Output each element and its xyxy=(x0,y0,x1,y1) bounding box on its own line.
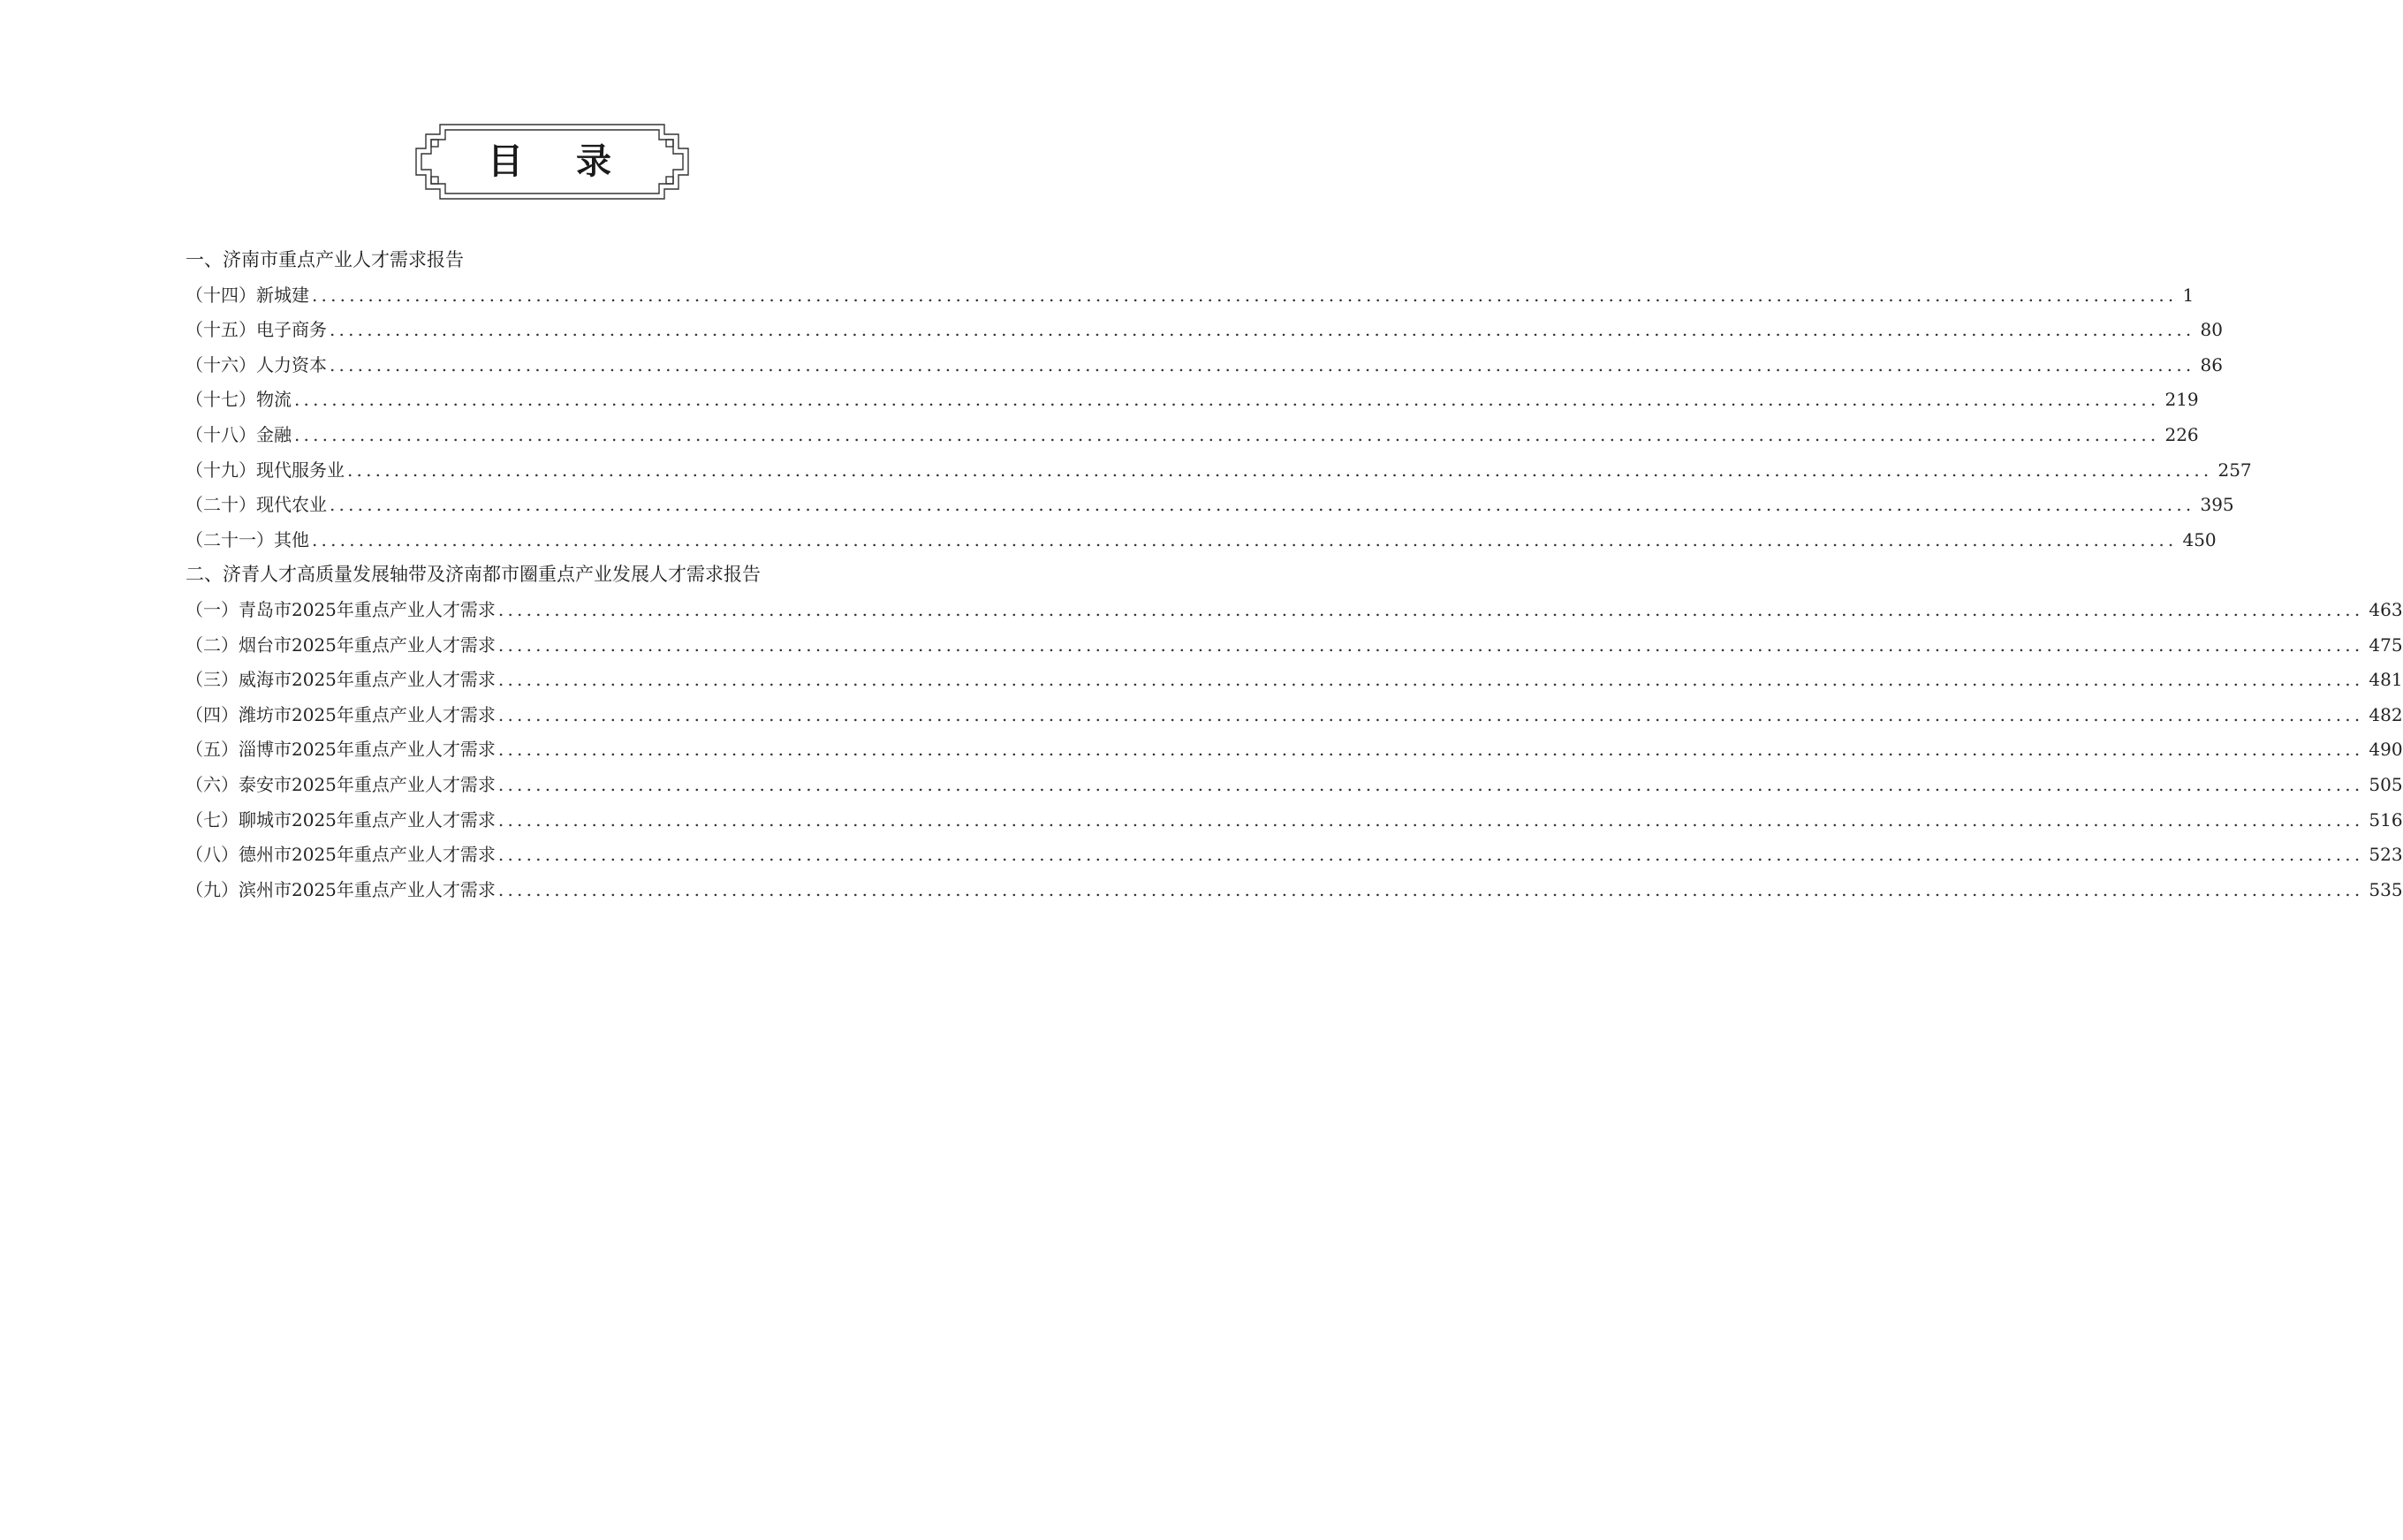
toc-entry[interactable] xyxy=(186,663,2403,698)
toc-entry-page-number: 516 xyxy=(2369,808,2403,831)
table-of-contents xyxy=(186,243,2403,907)
toc-entry-label: （二）烟台市2025年重点产业人才需求 xyxy=(186,633,496,656)
toc-entry[interactable] xyxy=(186,698,2403,733)
toc-entry[interactable] xyxy=(186,732,2403,768)
toc-entry-page-number: 1 xyxy=(2182,284,2195,306)
toc-entry-page-number: 395 xyxy=(2200,494,2234,516)
toc-entry-label: （九）滨州市2025年重点产业人才需求 xyxy=(186,878,496,900)
toc-entry-label: （三）威海市2025年重点产业人才需求 xyxy=(186,669,496,691)
toc-entry-label: （七）聊城市2025年重点产业人才需求 xyxy=(186,808,496,831)
toc-section-heading: 二、济青人才高质量发展轴带及济南都市圈重点产业发展人才需求报告 xyxy=(186,564,761,586)
toc-entry-label: （十四）新城建 xyxy=(186,284,309,306)
toc-entry[interactable] xyxy=(186,383,2199,418)
toc-entry-label: （十七）物流 xyxy=(186,389,292,411)
toc-entry[interactable] xyxy=(186,873,2403,908)
toc-entry-page-number: 219 xyxy=(2164,389,2199,411)
dot-leader: ........................................................................................................................................................................................................ xyxy=(497,703,2364,725)
toc-entry-page-number: 505 xyxy=(2369,773,2403,795)
toc-entry[interactable] xyxy=(186,803,2403,838)
dot-leader: ........................................................................................................................................................................................................ xyxy=(330,494,2195,516)
dot-leader: ........................................................................................................................................................................................................ xyxy=(497,808,2364,831)
toc-entry[interactable] xyxy=(186,418,2199,453)
toc-entry-label: （二十一）其他 xyxy=(186,528,309,550)
toc-entry[interactable] xyxy=(186,523,2217,558)
toc-entry[interactable] xyxy=(186,453,2252,489)
dot-leader: ........................................................................................................................................................................................................ xyxy=(294,389,2160,411)
toc-entry[interactable] xyxy=(186,313,2223,348)
toc-entry-page-number: 80 xyxy=(2200,319,2223,341)
toc-entry-label: （五）淄博市2025年重点产业人才需求 xyxy=(186,739,496,761)
toc-entry-page-number: 535 xyxy=(2369,878,2403,900)
dot-leader: ........................................................................................................................................................................................................ xyxy=(312,284,2178,306)
dot-leader: ........................................................................................................................................................................................................ xyxy=(294,423,2160,445)
toc-entry-page-number: 86 xyxy=(2200,353,2223,376)
toc-entry-page-number: 463 xyxy=(2369,598,2403,620)
toc-entry[interactable] xyxy=(186,768,2403,803)
toc-entry-page-number: 482 xyxy=(2369,703,2403,725)
toc-entry-label: （十五）电子商务 xyxy=(186,319,327,341)
toc-entry-page-number: 450 xyxy=(2182,528,2217,550)
toc-entry-label: （二十）现代农业 xyxy=(186,494,327,516)
dot-leader: ........................................................................................................................................................................................................ xyxy=(330,319,2195,341)
toc-entry-label: （四）潍坊市2025年重点产业人才需求 xyxy=(186,703,496,725)
toc-entry-page-number: 475 xyxy=(2369,633,2403,656)
toc-entry-label: （一）青岛市2025年重点产业人才需求 xyxy=(186,598,496,620)
toc-entry-label: （十六）人力资本 xyxy=(186,353,327,376)
toc-title-frame xyxy=(413,122,691,201)
toc-title-char-1: 目 xyxy=(488,140,528,182)
toc-entry-label: （十九）现代服务业 xyxy=(186,459,345,481)
toc-entry[interactable] xyxy=(186,488,2234,523)
dot-leader: ........................................................................................................................................................................................................ xyxy=(497,598,2364,620)
toc-entry-page-number: 226 xyxy=(2164,423,2199,445)
dot-leader: ........................................................................................................................................................................................................ xyxy=(312,528,2178,550)
toc-entry[interactable] xyxy=(186,628,2403,664)
dot-leader: ........................................................................................................................................................................................................ xyxy=(330,353,2195,376)
toc-section-heading: 一、济南市重点产业人才需求报告 xyxy=(186,249,464,270)
toc-entry-page-number: 490 xyxy=(2369,739,2403,761)
toc-entry-label: （八）德州市2025年重点产业人才需求 xyxy=(186,844,496,866)
toc-entry-label: （十八）金融 xyxy=(186,423,292,445)
dot-leader: ........................................................................................................................................................................................................ xyxy=(497,739,2364,761)
toc-entry-page-number: 523 xyxy=(2369,844,2403,866)
toc-entry[interactable] xyxy=(186,348,2223,383)
toc-title xyxy=(413,122,691,201)
toc-entry-page-number: 257 xyxy=(2217,459,2252,481)
toc-entry-page-number: 481 xyxy=(2369,669,2403,691)
toc-entry-label: （六）泰安市2025年重点产业人才需求 xyxy=(186,773,496,795)
dot-leader: ........................................................................................................................................................................................................ xyxy=(497,669,2364,691)
dot-leader: ........................................................................................................................................................................................................ xyxy=(347,459,2213,481)
toc-entry[interactable] xyxy=(186,593,2403,628)
dot-leader: ........................................................................................................................................................................................................ xyxy=(497,773,2364,795)
toc-title-char-2: 录 xyxy=(576,140,617,182)
dot-leader: ........................................................................................................................................................................................................ xyxy=(497,844,2364,866)
dot-leader: ........................................................................................................................................................................................................ xyxy=(497,878,2364,900)
toc-entry[interactable] xyxy=(186,838,2403,873)
toc-entry[interactable] xyxy=(186,278,2195,314)
dot-leader: ........................................................................................................................................................................................................ xyxy=(497,633,2364,656)
